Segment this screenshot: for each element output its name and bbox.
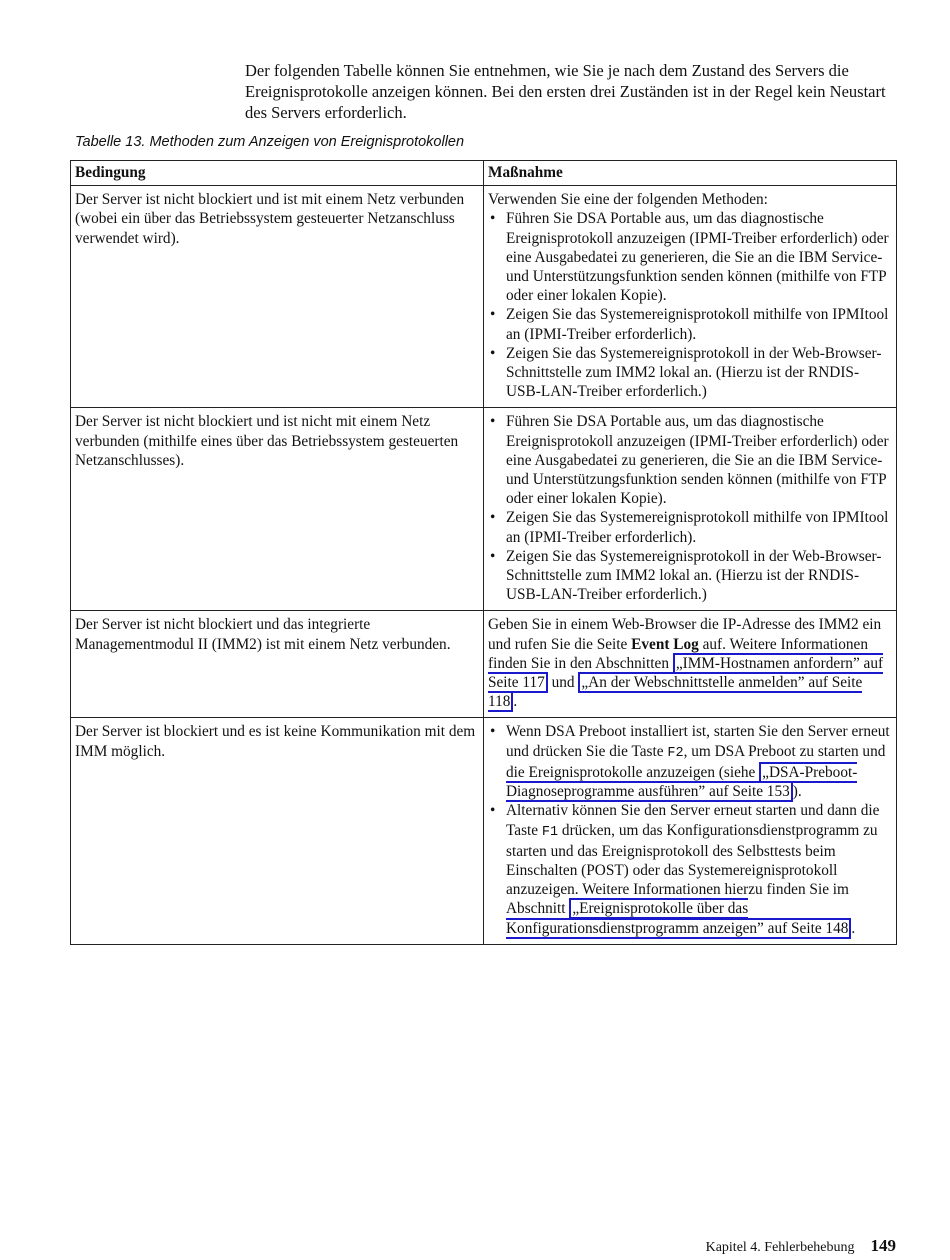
list-item: • Zeigen Sie das Systemereignisprotokoll mithilfe von IPMItool an (IPMI-Treiber erforderlich). [488, 305, 892, 343]
action-text: drücken, um das Konfigurationsdienstprogramm zu starten und das Ereignisprotokoll des Selbsttests beim Einschalten (POST) oder das Systemereignisprotokoll anzuzeigen. Weitere Informationen hierzu finden Sie im Abschnitt [506, 821, 878, 918]
condition-cell: Der Server ist nicht blockiert und ist mit einem Netz verbunden (wobei ein über das Betriebssystem gesteuerter Netzanschluss verwendet wird). [71, 186, 484, 408]
condition-cell: Der Server ist nicht blockiert und das integrierte Managementmodul II (IMM2) ist mit einem Netz verbunden. [71, 611, 484, 718]
action-cell [484, 718, 897, 944]
action-intro: Verwenden Sie eine der folgenden Methoden: [488, 191, 768, 209]
chapter-title: Kapitel 4. Fehlerbehebung [705, 1240, 855, 1255]
list-item: • Führen Sie DSA Portable aus, um das diagnostische Ereignisprotokoll anzuzeigen (IPMI-Treiber erforderlich) oder eine Ausgabedatei zu generieren, die Sie an die IBM Service- und Unterstützungsfunktion senden können (mithilfe von FTP oder einer lokalen Kopie). [488, 412, 892, 508]
key-f1: F1 [541, 824, 559, 840]
action-text: und [547, 674, 579, 692]
action-list [488, 722, 892, 937]
action-text: Geben Sie in einem Web-Browser die IP-Adresse des IMM2 ein und rufen Sie die Seite [488, 616, 882, 653]
table-row [71, 408, 897, 611]
table-caption: Tabelle 13. Methoden zum Anzeigen von Ereignisprotokollen [75, 134, 465, 150]
list-item [488, 801, 892, 937]
page-footer [706, 1236, 896, 1256]
list-item: • Führen Sie DSA Portable aus, um das diagnostische Ereignisprotokoll anzuzeigen (IPMI-Treiber erforderlich) oder eine Ausgabedatei zu generieren, die Sie an die IBM Service- und Unterstützungsfunktion senden können (mithilfe von FTP oder einer lokalen Kopie). [488, 209, 892, 305]
action-list [488, 209, 892, 401]
intro-paragraph: Der folgenden Tabelle können Sie entnehmen, wie Sie je nach dem Zustand des Servers die Ereignisprotokolle anzeigen können. Bei den ersten drei Zuständen ist in der Regel kein Neustart des Servers erforderlich. [245, 61, 886, 122]
condition-cell: Der Server ist blockiert und es ist keine Kommunikation mit dem IMM möglich. [71, 718, 484, 944]
config-utility-event-logs-link[interactable]: „Ereignisprotokolle über das Konfigurationsdienstprogramm anzeigen” auf Seite 148 [506, 898, 851, 938]
action-cell [484, 186, 897, 408]
event-log-label: Event Log [631, 635, 699, 653]
table-header-row [71, 161, 897, 186]
key-f2: F2 [667, 745, 684, 761]
action-text: . [851, 919, 856, 937]
list-item [488, 722, 892, 801]
dsa-preboot-link[interactable]: „DSA-Preboot-Diagnoseprogramme ausführen” auf Seite 153 [506, 763, 858, 801]
action-text: . [513, 693, 518, 711]
action-cell [484, 408, 897, 611]
list-item: • Zeigen Sie das Systemereignisprotokoll in der Web-Browser-Schnittstelle zum IMM2 lokal an. (Hierzu ist der RNDIS-USB-LAN-Treiber erforderlich.) [488, 344, 892, 402]
action-text: Alternativ können Sie den Server erneut starten und dann die Taste [506, 802, 880, 839]
imm-hostname-link[interactable]: „IMM-Hostnamen anfordern” auf Seite 117 [488, 654, 884, 692]
condition-cell: Der Server ist nicht blockiert und ist nicht mit einem Netz verbunden (mithilfe eines über das Betriebssystem gesteuerten Netzanschlusses). [71, 408, 484, 611]
list-item: • Zeigen Sie das Systemereignisprotokoll mithilfe von IPMItool an (IPMI-Treiber erforderlich). [488, 508, 892, 546]
list-item: • Zeigen Sie das Systemereignisprotokoll in der Web-Browser-Schnittstelle zum IMM2 lokal an. (Hierzu ist der RNDIS-USB-LAN-Treiber erforderlich.) [488, 547, 892, 605]
event-log-methods-table [70, 160, 897, 945]
action-text: , um DSA Preboot zu starten und die Ereignisprotokolle anzuzeigen (siehe [506, 742, 886, 781]
action-text: ). [792, 783, 802, 801]
web-interface-login-link[interactable]: „An der Webschnittstelle anmelden” auf Seite 118 [488, 674, 863, 711]
action-list [488, 412, 892, 604]
action-text: Wenn DSA Preboot installiert ist, starten Sie den Server erneut und drücken Sie die Taste [506, 723, 890, 760]
action-cell [484, 611, 897, 718]
table-row [71, 718, 897, 944]
table-row [71, 186, 897, 408]
table-row [71, 611, 897, 718]
action-text: auf. Weitere Informationen finden Sie in den Abschnitten [488, 635, 868, 672]
header-condition: Bedingung [71, 161, 484, 186]
header-action: Maßnahme [484, 161, 897, 186]
page-number: 149 [870, 1236, 896, 1255]
